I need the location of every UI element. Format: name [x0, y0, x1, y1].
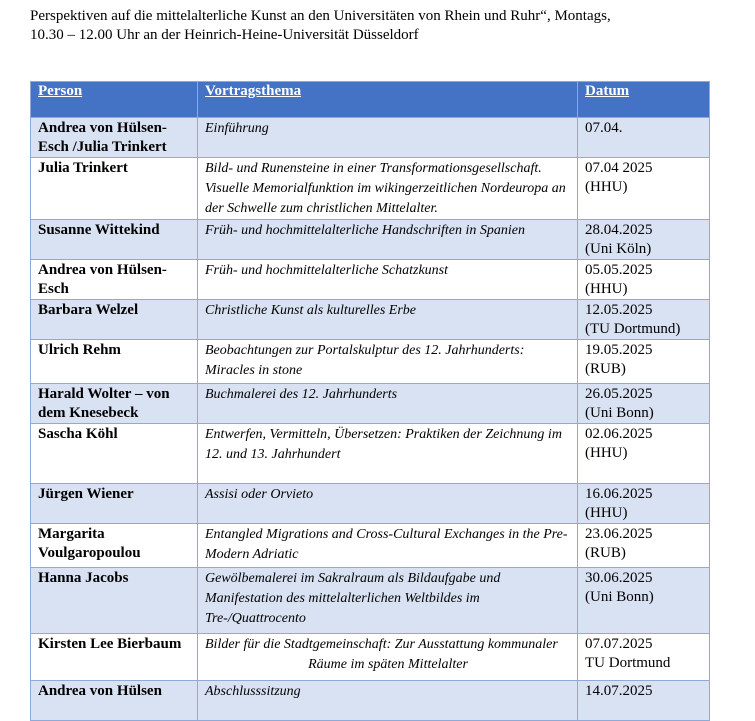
row-topic: Assisi oder Orvieto [198, 484, 578, 524]
row-date-value: 26.05.2025 [585, 386, 653, 402]
intro-text [30, 7, 730, 45]
row-person: Barbara Welzel [31, 300, 198, 340]
row-date [578, 524, 710, 568]
row-date [578, 568, 710, 634]
row-date [578, 220, 710, 260]
table-row [31, 260, 710, 300]
row-venue: TU Dortmund [585, 655, 671, 671]
row-venue: (HHU) [585, 445, 628, 461]
row-venue: (Uni Köln) [585, 241, 652, 257]
row-date [578, 300, 710, 340]
row-date [578, 340, 710, 384]
row-person: Margarita Voulgaropoulou [31, 524, 198, 568]
row-venue: (RUB) [585, 361, 626, 377]
row-date-value: 16.06.2025 [585, 486, 653, 502]
row-date [578, 424, 710, 484]
table-row [31, 340, 710, 384]
row-venue: (HHU) [585, 281, 628, 297]
row-person: Sascha Köhl [31, 424, 198, 484]
row-date-value: 19.05.2025 [585, 342, 653, 358]
row-topic-line-2: Räume im späten Mittelalter [308, 657, 468, 672]
row-date [578, 260, 710, 300]
table-row [31, 158, 710, 220]
row-venue: (TU Dortmund) [585, 321, 681, 337]
row-venue: (Uni Bonn) [585, 405, 654, 421]
row-person: Kirsten Lee Bierbaum [31, 634, 198, 681]
row-date-value: 30.06.2025 [585, 570, 653, 586]
row-date [578, 484, 710, 524]
row-topic: Früh- und hochmittelalterliche Schatzkunst [198, 260, 578, 300]
intro-line-1: Perspektiven auf die mittelalterliche Kunst an den Universitäten von Rhein und Ruhr“, Montags, [30, 8, 611, 24]
table-row [31, 634, 710, 681]
row-topic-line-1: Bilder für die Stadtgemeinschaft: Zur Ausstattung kommunaler [205, 637, 558, 652]
row-person: Ulrich Rehm [31, 340, 198, 384]
table-row [31, 681, 710, 721]
row-date [578, 384, 710, 424]
table-row [31, 300, 710, 340]
table-row [31, 384, 710, 424]
row-topic: Buchmalerei des 12. Jahrhunderts [198, 384, 578, 424]
schedule-table [30, 81, 710, 721]
table-row [31, 424, 710, 484]
row-date-value: 02.06.2025 [585, 426, 653, 442]
row-topic: Gewölbemalerei im Sakralraum als Bildaufgabe und Manifestation des mittelalterlichen Weltbildes im Tre-/Quattrocento [198, 568, 578, 634]
header-person: Person [31, 82, 198, 118]
row-date [578, 118, 710, 158]
row-date-value: 12.05.2025 [585, 302, 653, 318]
row-topic: Christliche Kunst als kulturelles Erbe [198, 300, 578, 340]
table-row [31, 118, 710, 158]
row-date [578, 158, 710, 220]
table-row [31, 484, 710, 524]
intro-line-2: 10.30 – 12.00 Uhr an der Heinrich-Heine-Universität Düsseldorf [30, 27, 419, 43]
row-date-value: 07.04. [585, 120, 623, 136]
header-topic: Vortragsthema [198, 82, 578, 118]
row-topic: Entwerfen, Vermitteln, Übersetzen: Praktiken der Zeichnung im 12. und 13. Jahrhundert [198, 424, 578, 484]
row-date-value: 07.07.2025 [585, 636, 653, 652]
row-topic: Abschlusssitzung [198, 681, 578, 721]
row-person: Susanne Wittekind [31, 220, 198, 260]
row-person: Andrea von Hülsen-Esch [31, 260, 198, 300]
row-topic: Entangled Migrations and Cross-Cultural Exchanges in the Pre-Modern Adriatic [198, 524, 578, 568]
table-row [31, 220, 710, 260]
row-person: Julia Trinkert [31, 158, 198, 220]
table-row [31, 568, 710, 634]
row-topic: Einführung [198, 118, 578, 158]
row-person: Jürgen Wiener [31, 484, 198, 524]
row-venue: (HHU) [585, 179, 628, 195]
table-row [31, 524, 710, 568]
row-person: Hanna Jacobs [31, 568, 198, 634]
row-topic: Beobachtungen zur Portalskulptur des 12. Jahrhunderts: Miracles in stone [198, 340, 578, 384]
row-date-value: 05.05.2025 [585, 262, 653, 278]
row-person: Andrea von Hülsen [31, 681, 198, 721]
row-venue: (RUB) [585, 545, 626, 561]
row-person: Andrea von Hülsen-Esch /Julia Trinkert [31, 118, 198, 158]
row-person: Harald Wolter – von dem Knesebeck [31, 384, 198, 424]
row-date-value: 07.04 2025 [585, 160, 653, 176]
row-date-value: 28.04.2025 [585, 222, 653, 238]
row-venue: (HHU) [585, 505, 628, 521]
row-date-value: 23.06.2025 [585, 526, 653, 542]
row-venue: (Uni Bonn) [585, 589, 654, 605]
row-date-value: 14.07.2025 [585, 683, 653, 699]
table-header-row [31, 82, 710, 118]
row-date [578, 681, 710, 721]
row-topic [198, 634, 578, 681]
row-date [578, 634, 710, 681]
header-date: Datum [578, 82, 710, 118]
row-topic: Bild- und Runensteine in einer Transformationsgesellschaft. Visuelle Memorialfunktion im wikingerzeitlichen Nordeuropa an der Schwelle zum christlichen Mittelalter. [198, 158, 578, 220]
row-topic: Früh- und hochmittelalterliche Handschriften in Spanien [198, 220, 578, 260]
